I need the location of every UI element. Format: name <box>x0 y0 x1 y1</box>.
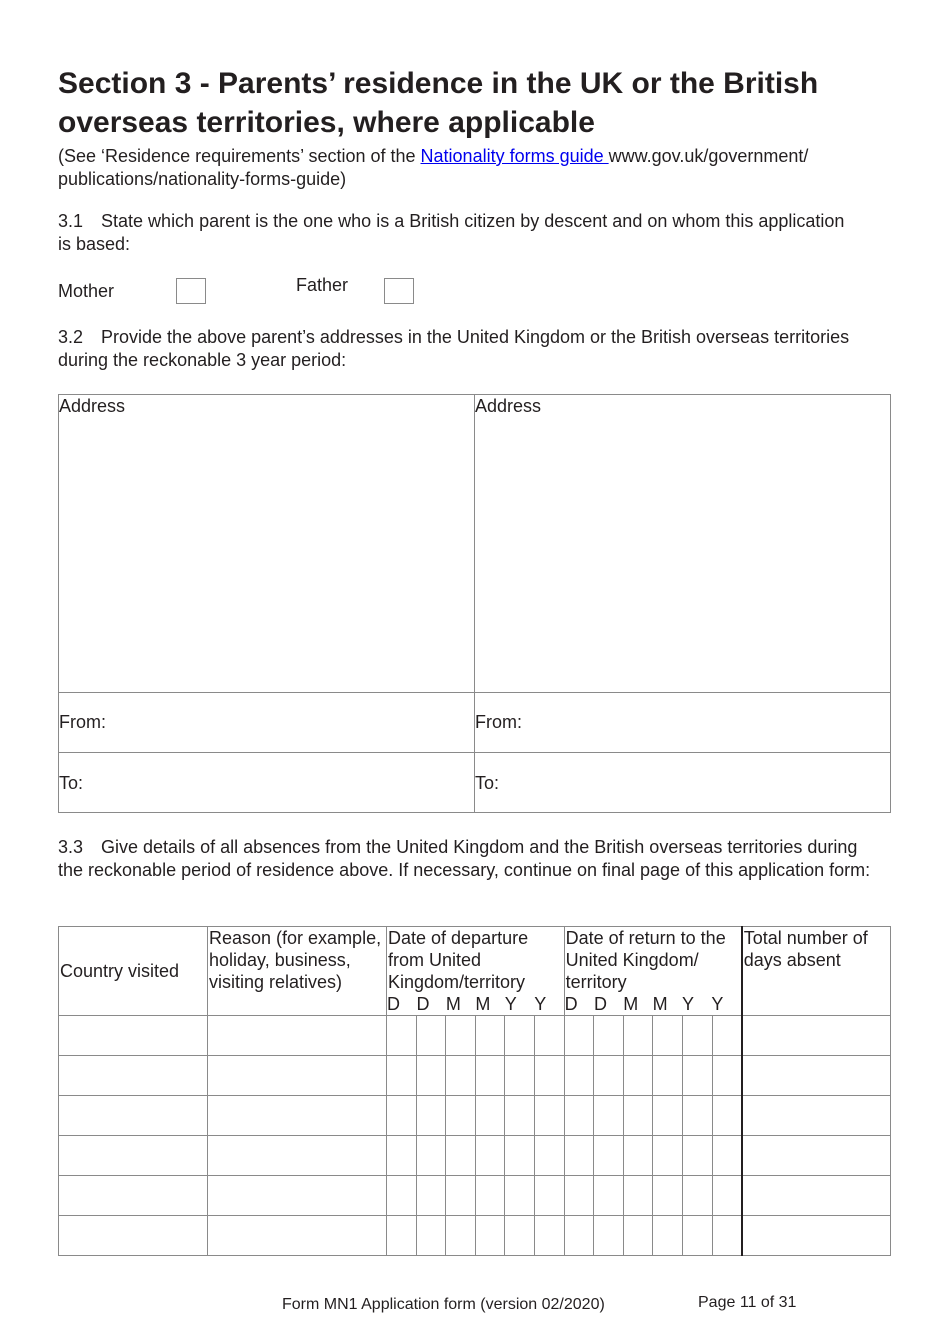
address-1-from-label: From: <box>59 712 106 732</box>
father-label: Father <box>296 275 349 295</box>
absence-row <box>59 1096 891 1136</box>
departure-date-digit-cell[interactable] <box>387 1216 417 1256</box>
return-date-digit-cell[interactable] <box>594 1056 624 1096</box>
address-2-to-field[interactable] <box>475 753 890 812</box>
mother-label: Mother <box>58 281 115 301</box>
address-2-field[interactable] <box>475 395 890 692</box>
absence-row <box>59 1056 891 1096</box>
departure-date-digit-cell[interactable] <box>387 1056 417 1096</box>
return-date-digit-cell[interactable] <box>564 1176 594 1216</box>
departure-date-digit-cell[interactable] <box>505 1056 535 1096</box>
return-date-digit-cell[interactable] <box>594 1176 624 1216</box>
country-visited-cell[interactable] <box>59 1176 208 1216</box>
departure-date-digit-cell[interactable] <box>387 1096 417 1136</box>
absences-table <box>58 926 891 1256</box>
return-date-digit-cell[interactable] <box>653 1176 683 1216</box>
return-date-digit-cell[interactable] <box>564 1016 594 1056</box>
departure-date-digit-cell[interactable] <box>534 1056 564 1096</box>
form-name-footer: Form MN1 Application form (version 02/2020) <box>282 1296 605 1313</box>
departure-date-digit-cell[interactable] <box>416 1176 446 1216</box>
country-visited-cell[interactable] <box>59 1056 208 1096</box>
departure-date-letters: D D M M Y Y <box>387 994 547 1014</box>
reason-cell[interactable] <box>208 1056 387 1096</box>
departure-date-digit-cell[interactable] <box>416 1216 446 1256</box>
return-date-digit-cell[interactable] <box>623 1016 653 1056</box>
return-date-digit-cell[interactable] <box>623 1096 653 1136</box>
return-date-digit-cell[interactable] <box>564 1056 594 1096</box>
absence-row <box>59 1016 891 1056</box>
absences-header-row <box>59 927 891 1016</box>
return-date-digit-cell[interactable] <box>623 1136 653 1176</box>
question-3-1: 3.1 State which parent is the one who is a British citizen by descent and on whom this application is based: <box>58 211 845 254</box>
address-2-from-field[interactable] <box>475 693 890 752</box>
return-date-digit-cell[interactable] <box>653 1016 683 1056</box>
return-date-digit-cell[interactable] <box>653 1056 683 1096</box>
question-3-3: 3.3 Give details of all absences from the United Kingdom and the British overseas territories during the reckonable period of residence above. If necessary, continue on final page of this application form: <box>58 837 871 880</box>
mother-checkbox[interactable] <box>176 278 206 304</box>
departure-date-digit-cell[interactable] <box>446 1056 476 1096</box>
address-1-to-label: To: <box>59 773 84 793</box>
return-date-digit-cell[interactable] <box>712 1136 742 1176</box>
country-visited-cell[interactable] <box>59 1216 208 1256</box>
return-date-digit-cell[interactable] <box>682 1216 712 1256</box>
departure-date-digit-cell[interactable] <box>505 1216 535 1256</box>
departure-date-digit-cell[interactable] <box>505 1016 535 1056</box>
page-number: Page 11 of 31 <box>698 1294 797 1311</box>
address-1-label: Address <box>59 396 126 416</box>
departure-date-digit-cell[interactable] <box>505 1136 535 1176</box>
return-date-digit-cell[interactable] <box>653 1096 683 1136</box>
return-date-digit-cell[interactable] <box>653 1136 683 1176</box>
departure-date-digit-cell[interactable] <box>387 1176 417 1216</box>
return-date-digit-cell[interactable] <box>682 1176 712 1216</box>
reason-cell[interactable] <box>208 1096 387 1136</box>
guide-note-suffix: www.gov.uk/government/ publications/nationality-forms-guide) <box>58 146 809 189</box>
question-3-2: 3.2 Provide the above parent’s addresses in the United Kingdom or the British overseas territories during the reckonable 3 year period: <box>58 327 850 370</box>
departure-date-digit-cell[interactable] <box>534 1136 564 1176</box>
father-checkbox[interactable] <box>384 278 414 304</box>
departure-date-digit-cell[interactable] <box>534 1216 564 1256</box>
return-date-digit-cell[interactable] <box>682 1136 712 1176</box>
total-days-cell[interactable] <box>742 1056 891 1096</box>
departure-date-digit-cell[interactable] <box>416 1096 446 1136</box>
address-2-to-label: To: <box>475 773 500 793</box>
departure-date-digit-cell[interactable] <box>416 1136 446 1176</box>
return-date-digit-cell[interactable] <box>564 1216 594 1256</box>
guide-note <box>58 145 878 191</box>
total-days-cell[interactable] <box>742 1216 891 1256</box>
departure-date-digit-cell[interactable] <box>446 1216 476 1256</box>
guide-note-prefix: (See ‘Residence requirements’ section of the <box>58 146 421 166</box>
departure-date-digit-cell[interactable] <box>475 1056 505 1096</box>
return-date-digit-cell[interactable] <box>594 1136 624 1176</box>
absence-row <box>59 1136 891 1176</box>
departure-date-digit-cell[interactable] <box>475 1136 505 1176</box>
address-grid <box>58 394 891 813</box>
return-date-digit-cell[interactable] <box>712 1176 742 1216</box>
departure-date-digit-cell[interactable] <box>446 1016 476 1056</box>
address-1-from-field[interactable] <box>59 693 474 752</box>
reason-cell[interactable] <box>208 1176 387 1216</box>
total-days-cell[interactable] <box>742 1096 891 1136</box>
reason-cell[interactable] <box>208 1016 387 1056</box>
absence-row <box>59 1176 891 1216</box>
country-visited-cell[interactable] <box>59 1016 208 1056</box>
reason-cell[interactable] <box>208 1136 387 1176</box>
return-date-digit-cell[interactable] <box>623 1216 653 1256</box>
total-days-cell[interactable] <box>742 1016 891 1056</box>
departure-date-digit-cell[interactable] <box>505 1176 535 1216</box>
reason-header: Reason (for example, holiday, business, visiting relatives) <box>208 927 387 1016</box>
return-date-letters: D D M M Y Y <box>564 994 724 1014</box>
country-visited-cell[interactable] <box>59 1136 208 1176</box>
departure-date-digit-cell[interactable] <box>387 1136 417 1176</box>
return-date-digit-cell[interactable] <box>564 1096 594 1136</box>
departure-date-digit-cell[interactable] <box>475 1096 505 1136</box>
return-date-digit-cell[interactable] <box>564 1136 594 1176</box>
departure-date-digit-cell[interactable] <box>475 1216 505 1256</box>
departure-date-digit-cell[interactable] <box>446 1136 476 1176</box>
address-1-to-field[interactable] <box>59 753 474 812</box>
departure-date-digit-cell[interactable] <box>446 1096 476 1136</box>
reason-cell[interactable] <box>208 1216 387 1256</box>
departure-date-digit-cell[interactable] <box>416 1016 446 1056</box>
return-date-digit-cell[interactable] <box>594 1216 624 1256</box>
departure-date-digit-cell[interactable] <box>534 1096 564 1136</box>
return-date-digit-cell[interactable] <box>653 1216 683 1256</box>
departure-date-digit-cell[interactable] <box>387 1016 417 1056</box>
address-1-field[interactable] <box>59 395 474 692</box>
departure-date-header: Date of departure from United Kingdom/territory D D M M Y Y <box>387 927 565 1016</box>
address-2-from-label: From: <box>475 712 522 732</box>
return-date-digit-cell[interactable] <box>682 1096 712 1136</box>
country-visited-cell[interactable] <box>59 1096 208 1136</box>
total-days-cell[interactable] <box>742 1176 891 1216</box>
return-date-digit-cell[interactable] <box>712 1056 742 1096</box>
departure-date-digit-cell[interactable] <box>534 1016 564 1056</box>
return-date-digit-cell[interactable] <box>712 1216 742 1256</box>
total-days-header: Total number of days absent <box>742 927 891 1016</box>
section-title: Section 3 - Parents’ residence in the UK or the British overseas territories, where applicable <box>58 67 819 139</box>
departure-date-digit-cell[interactable] <box>505 1096 535 1136</box>
departure-date-digit-cell[interactable] <box>446 1176 476 1216</box>
departure-date-digit-cell[interactable] <box>534 1176 564 1216</box>
return-date-digit-cell[interactable] <box>623 1176 653 1216</box>
total-days-cell[interactable] <box>742 1136 891 1176</box>
country-visited-header: Country visited <box>59 927 208 1016</box>
return-date-digit-cell[interactable] <box>682 1016 712 1056</box>
return-date-digit-cell[interactable] <box>712 1016 742 1056</box>
return-date-header: Date of return to the United Kingdom/ territory D D M M Y Y <box>564 927 742 1016</box>
return-date-digit-cell[interactable] <box>623 1056 653 1096</box>
departure-date-digit-cell[interactable] <box>475 1016 505 1056</box>
departure-date-digit-cell[interactable] <box>416 1056 446 1096</box>
return-date-digit-cell[interactable] <box>712 1096 742 1136</box>
return-date-digit-cell[interactable] <box>594 1016 624 1056</box>
return-date-digit-cell[interactable] <box>682 1056 712 1096</box>
absence-row <box>59 1216 891 1256</box>
address-2-label: Address <box>475 396 542 416</box>
return-date-digit-cell[interactable] <box>594 1096 624 1136</box>
departure-date-digit-cell[interactable] <box>475 1176 505 1216</box>
nationality-forms-guide-link[interactable]: Nationality forms guide <box>420 146 609 166</box>
